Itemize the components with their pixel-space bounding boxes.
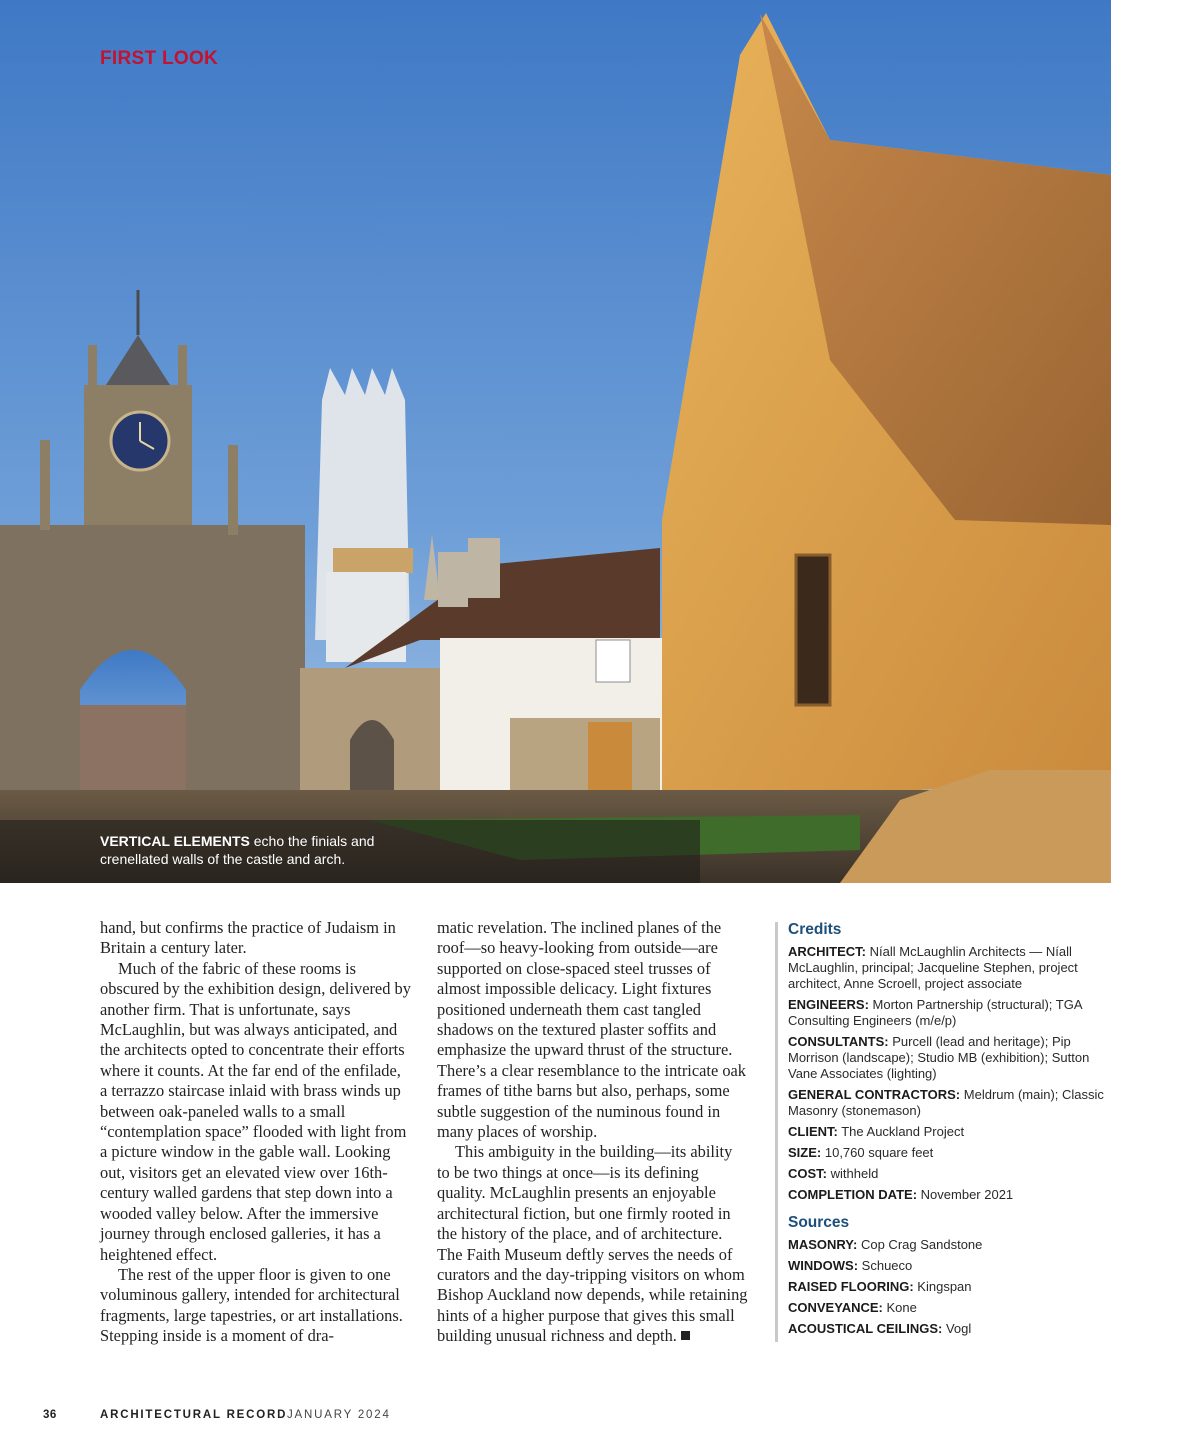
paragraph-final (437, 1142, 749, 1346)
credit-value: Purcell (lead and heritage); Pip Morrison (landscape); Studio MB (exhibition); Sutton Vane Associates (lighting) (788, 1034, 1090, 1081)
source-item (788, 1258, 1108, 1274)
credit-item (788, 1124, 1108, 1140)
credit-key: CLIENT: (788, 1124, 838, 1139)
credit-value: The Auckland Project (841, 1124, 965, 1139)
source-item (788, 1321, 1108, 1337)
section-label: FIRST LOOK (100, 48, 219, 69)
source-item (788, 1279, 1108, 1295)
paragraph-text: This ambiguity in the building—its ability to be two things at once—is its defining quality. McLaughlin presents an enjoyable architectural fiction, but one firmly rooted in the history of the place, and of architecture. The Faith Museum deftly serves the needs of curators and the day-tripping visitors on whom Bishop Auckland now depends, while retaining hints of a higher purpose that gives this small building unusual richness and depth. (437, 1142, 748, 1346)
source-value: Kingspan (917, 1279, 972, 1294)
credit-key: COMPLETION DATE: (788, 1187, 918, 1202)
source-item (788, 1300, 1108, 1316)
credit-item (788, 1187, 1108, 1203)
credit-item (788, 1034, 1108, 1082)
credit-value: Níall McLaughlin Architects — Níall McLaughlin, principal; Jacqueline Stephen, project architect, Anne Scroell, project associate (788, 944, 1078, 991)
credit-item (788, 1166, 1108, 1182)
text-column-2 (437, 918, 749, 1347)
source-key: MASONRY: (788, 1237, 858, 1252)
paragraph: matic revelation. The inclined planes of the roof—so heavy-looking from outside—are supported on close-spaced steel trusses of almost impossible delicacy. Light fixtures positioned underneath them cast tangled shadows on the textured plaster soffits and emphasize the upward thrust of the structure. There’s a clear resemblance to the intricate oak frames of tithe barns but also, perhaps, some subtle suggestion of the numinous found in many places of worship. (437, 918, 746, 1142)
credit-value: Morton Partnership (structural); TGA Consulting Engineers (m/e/p) (788, 997, 1082, 1028)
credit-key: GENERAL CONTRACTORS: (788, 1087, 961, 1102)
source-item (788, 1237, 1108, 1253)
credit-item (788, 1087, 1108, 1119)
credit-value: 10,760 square feet (824, 1145, 934, 1160)
credit-key: ARCHITECT: (788, 944, 866, 959)
page-number: 36 (43, 1409, 57, 1421)
magazine-name: ARCHITECTURAL RECORD (100, 1409, 288, 1421)
credit-value: November 2021 (920, 1187, 1014, 1202)
paragraph: Much of the fabric of these rooms is obscured by the exhibition design, delivered by another firm. That is unfortunate, says McLaughlin, but was always anticipated, and the architects opted to concentrate their efforts where it counts. At the far end of the enfilade, a terrazzo staircase inlaid with brass winds up between oak-paneled walls to a small “contemplation space” flooded with light from a picture window in the gable wall. Looking out, visitors get an elevated view over 16th-century walled gardens that step down into a wooded valley below. After the immersive journey through enclosed galleries, it has a heightened effect. (100, 958, 411, 1264)
paragraph: hand, but confirms the practice of Judaism in Britain a century later. (100, 918, 396, 958)
credit-value: withheld (830, 1166, 879, 1181)
source-key: WINDOWS: (788, 1258, 859, 1273)
credits-sidebar (775, 922, 1108, 1342)
photo-caption (100, 832, 420, 868)
source-value: Schueco (861, 1258, 913, 1273)
source-value: Vogl (945, 1321, 972, 1336)
credit-key: ENGINEERS: (788, 997, 869, 1012)
source-key: ACOUSTICAL CEILINGS: (788, 1321, 943, 1336)
source-value: Kone (886, 1300, 917, 1315)
issue-date: JANUARY 2024 (287, 1409, 391, 1421)
end-mark-icon (681, 1331, 690, 1340)
credit-item (788, 1145, 1108, 1161)
credit-key: CONSULTANTS: (788, 1034, 889, 1049)
sources-heading: Sources (788, 1214, 850, 1231)
credit-item (788, 997, 1108, 1029)
source-key: CONVEYANCE: (788, 1300, 883, 1315)
caption-lead: VERTICAL ELEMENTS (100, 833, 250, 849)
source-key: RAISED FLOORING: (788, 1279, 914, 1294)
source-value: Cop Crag Sandstone (860, 1237, 983, 1252)
credit-key: SIZE: (788, 1145, 822, 1160)
caption-text: echo the finials and crenellated walls of the castle and arch. (100, 833, 375, 867)
credit-value: Meldrum (main); Classic Masonry (stonemason) (788, 1087, 1104, 1118)
paragraph: The rest of the upper floor is given to one voluminous gallery, intended for architectural fragments, large tapestries, or art installations. Stepping inside is a moment of dra- (100, 1264, 403, 1346)
credits-heading: Credits (788, 921, 842, 938)
credit-item (788, 944, 1108, 992)
text-column-1 (100, 918, 412, 1347)
credit-key: COST: (788, 1166, 827, 1181)
